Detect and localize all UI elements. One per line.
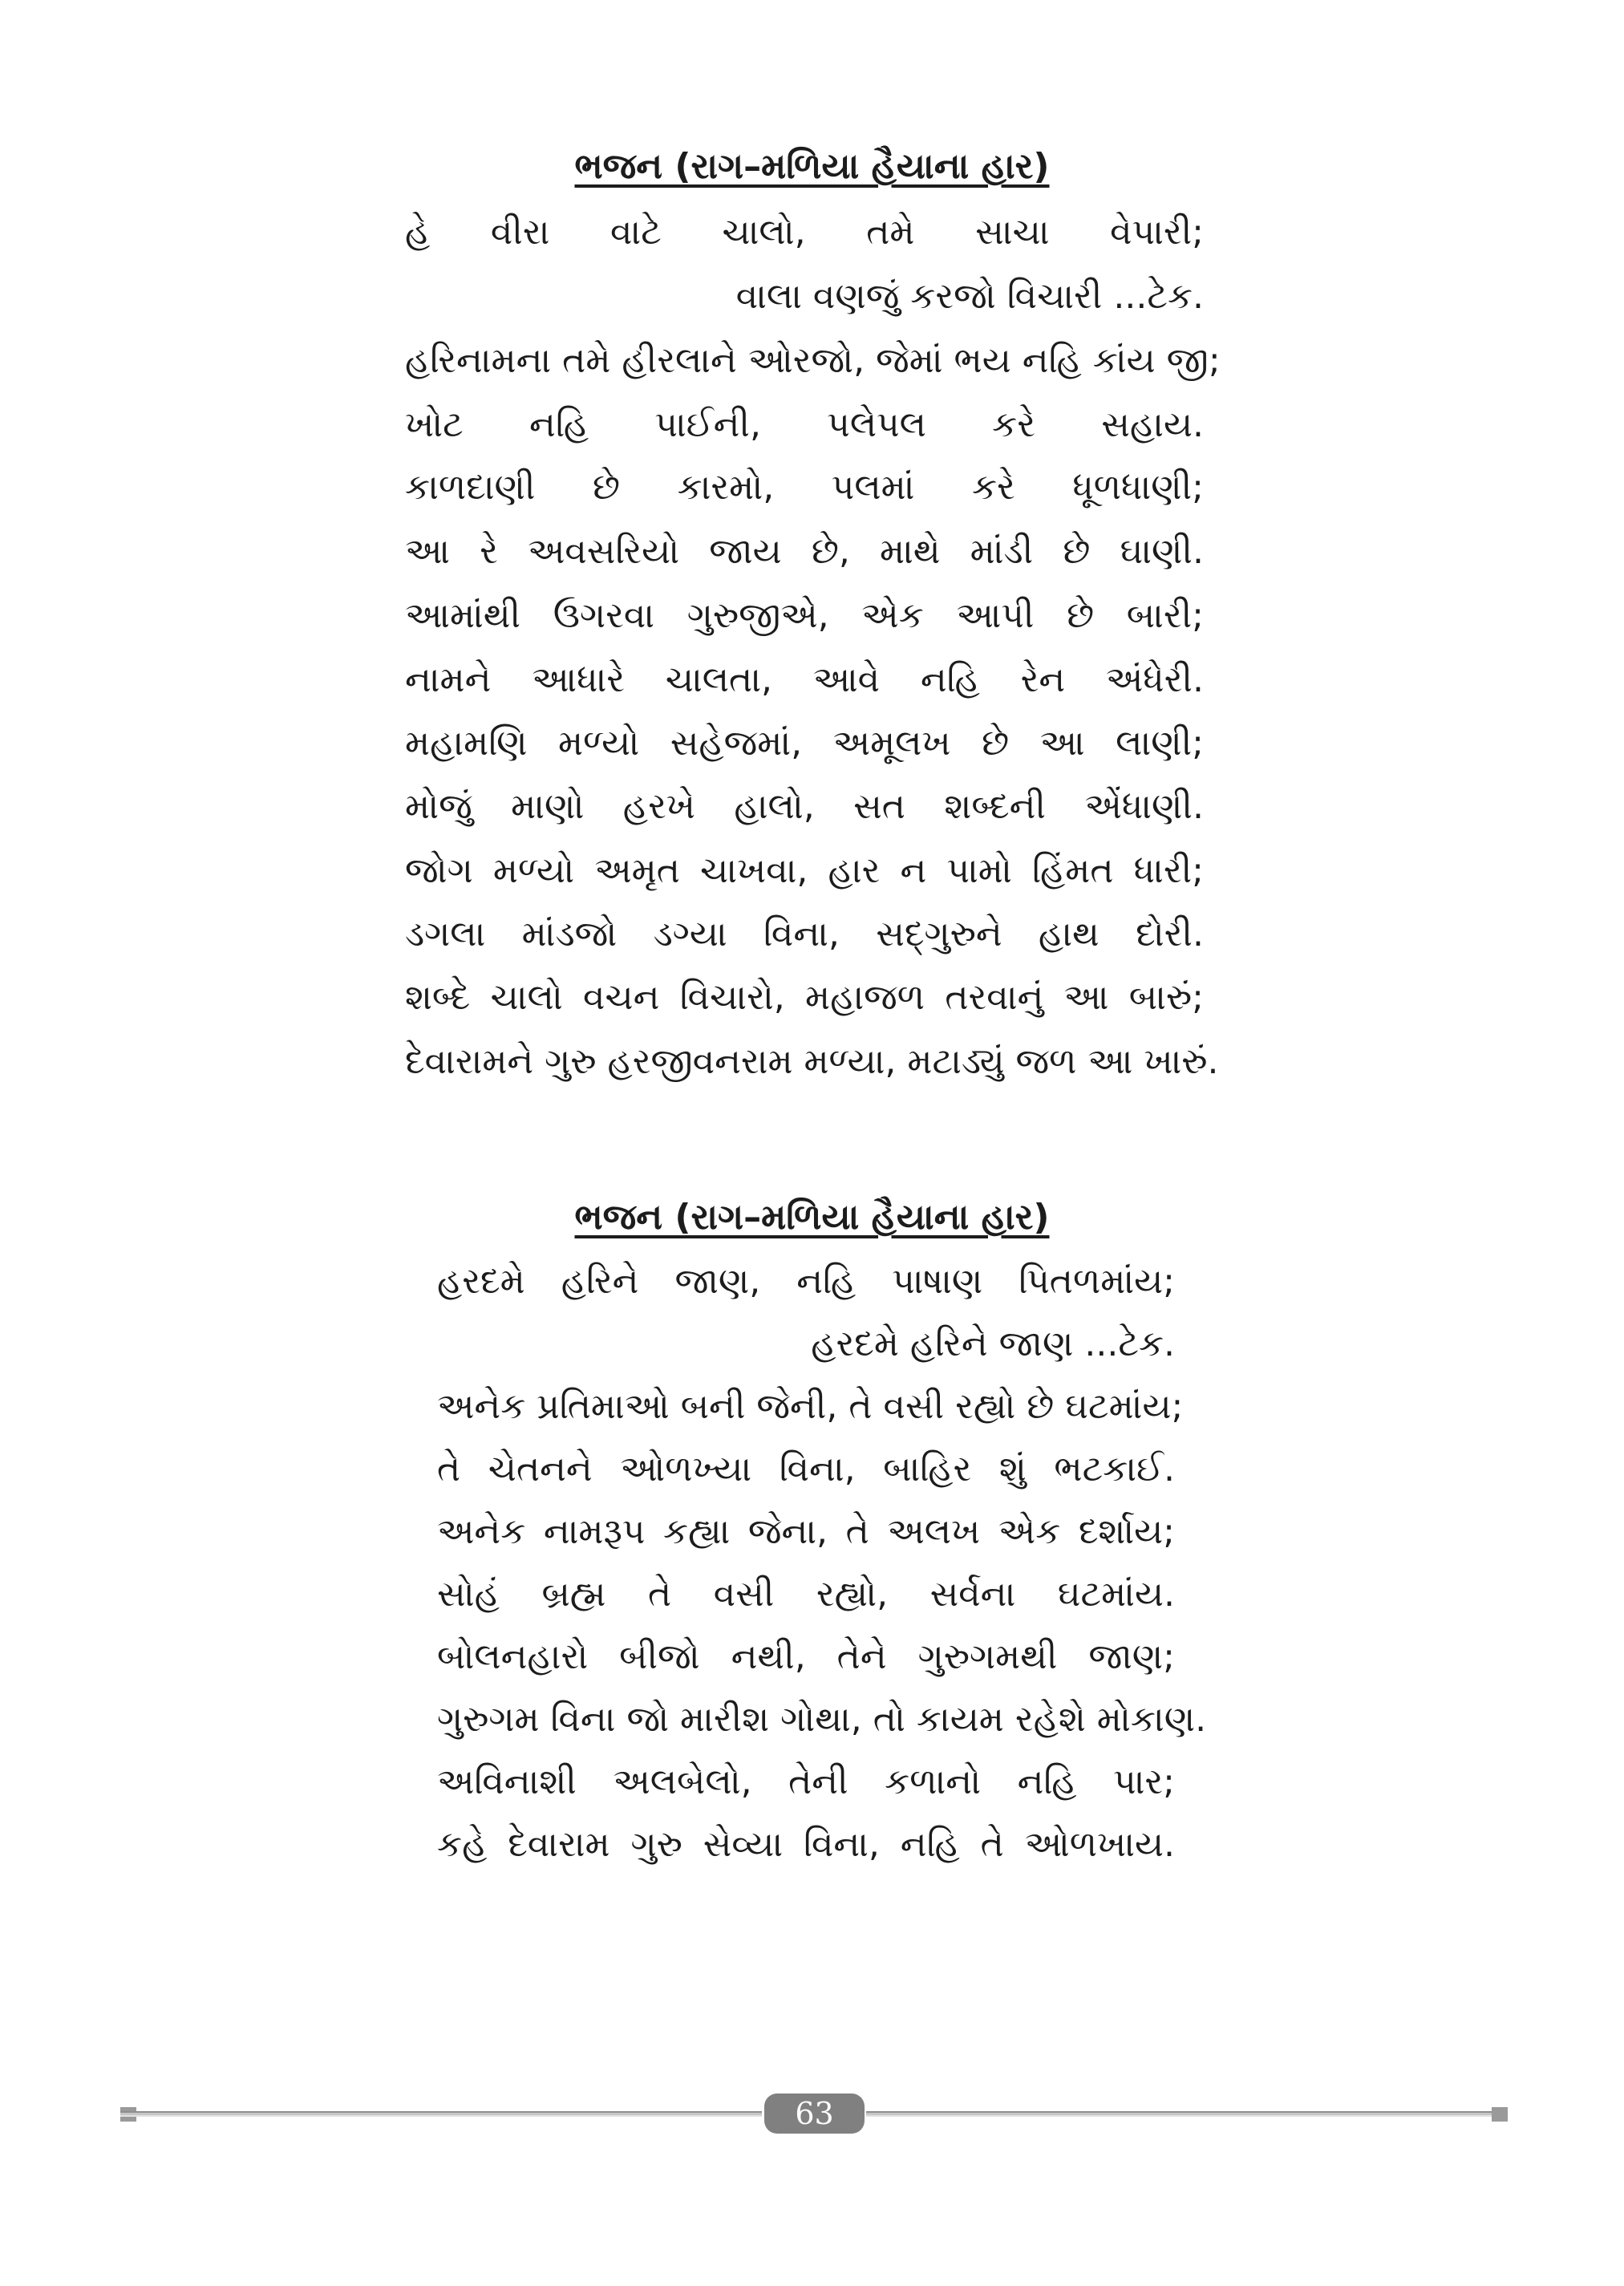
verse-line: ડગલા માંડજો ડગ્યા વિના, સદ્‌ગુરુને હાથ દોરી. (405, 914, 1204, 955)
verse-line: સોહં બ્રહ્મ તે વસી રહ્યો, સર્વના ઘટમાંય. (437, 1574, 1175, 1615)
verse-line: અનેક પ્રતિમાઓ બની જેની, તે વસી રહ્યો છે ઘટમાંય; (437, 1386, 1184, 1427)
verse-line: અનેક નામરૂપ કહ્યા જેના, તે અલખ એક દર્શાય; (437, 1511, 1175, 1552)
verse-line: બોલનહારો બીજો નથી, તેને ગુરુગમથી જાણ; (437, 1636, 1175, 1677)
footer-rule-right (866, 2111, 1504, 2117)
verse-line: ખોટ નહિ પાઈની, પલેપલ કરે સહાય. (405, 404, 1204, 445)
verse-line-refrain: હરદમે હરિને જાણ ...ટેક. (811, 1323, 1175, 1364)
verse-line: અવિનાશી અલબેલો, તેની કળાનો નહિ પાર; (437, 1761, 1175, 1802)
verse-line: કાળદાણી છે કારમો, પલમાં કરે ધૂળધાણી; (405, 467, 1204, 508)
bhajan-title: ભજન (રાગ–મળિયા હૈયાના હાર) (574, 1197, 1050, 1238)
verse-line: શબ્દે ચાલો વચન વિચારો, મહાજળ તરવાનું આ બારું; (405, 977, 1204, 1018)
page-footer (0, 2093, 1624, 2134)
verse-line: નામને આધારે ચાલતા, આવે નહિ રેન અંધેરી. (405, 659, 1204, 700)
footer-rule-cap (1492, 2107, 1508, 2122)
verse-line: આમાંથી ઉગરવા ગુરુજીએ, એક આપી છે બારી; (405, 595, 1204, 636)
verse-line: તે ચેતનને ઓળખ્યા વિના, બાહિર શું ભટકાઈ. (437, 1449, 1175, 1490)
verse-line: હરદમે હરિને જાણ, નહિ પાષાણ પિતળમાંય; (437, 1261, 1175, 1302)
verse-line: મહામણિ મળ્યો સહેજમાં, અમૂલખ છે આ લાણી; (405, 723, 1204, 764)
verse-line: ગુરુગમ વિના જો મારીશ ગોથા, તો કાયમ રહેશે મોકાણ. (437, 1699, 1207, 1740)
verse-line: આ રે અવસરિયો જાય છે, માથે માંડી છે ઘાણી. (405, 531, 1204, 572)
verse-line: હરિનામના તમે હીરલાને ઓરજો, જેમાં ભય નહિ કાંય જી; (405, 340, 1221, 381)
verse-line-refrain: વાલા વણજું કરજો વિચારી ...ટેક. (735, 276, 1204, 317)
verse-line: હે વીરા વાટે ચાલો, તમે સાચા વેપારી; (405, 212, 1204, 253)
verse-line: દેવારામને ગુરુ હરજીવનરામ મળ્યા, મટાડ્યું જળ આ ખારું. (405, 1041, 1219, 1082)
verse-line: મોજું માણો હરખે હાલો, સત શબ્દની એંધાણી. (405, 786, 1204, 827)
verse-line: કહે દેવારામ ગુરુ સેવ્યા વિના, નહિ તે ઓળખાય. (437, 1824, 1175, 1865)
page-number: 63 (764, 2093, 865, 2134)
footer-rule-left (120, 2111, 762, 2117)
bhajan-title: ભજન (રાગ–મળિયા હૈયાના હાર) (574, 146, 1050, 187)
verse-line: જોગ મળ્યો અમૃત ચાખવા, હાર ન પામો હિંમત ધારી; (405, 850, 1204, 891)
